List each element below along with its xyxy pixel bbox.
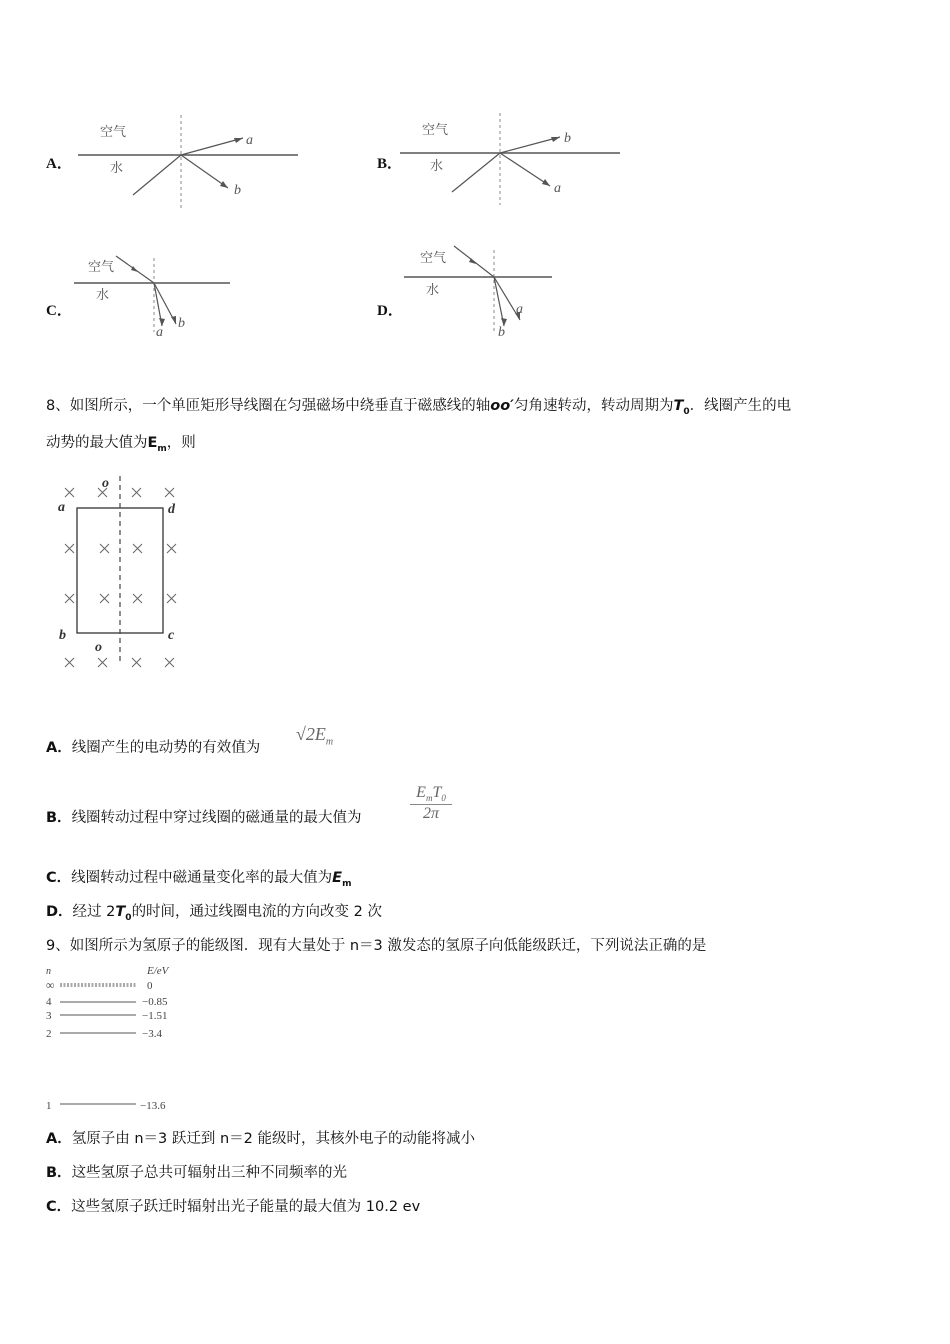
q7d-ray2-label: b bbox=[498, 325, 505, 340]
level-2-e: −3.4 bbox=[142, 1028, 162, 1040]
level-3-n: 3 bbox=[46, 1010, 52, 1022]
q7-option-c-diagram bbox=[74, 250, 234, 340]
corner-c-label: c bbox=[168, 628, 175, 643]
corner-a-label: a bbox=[58, 500, 65, 515]
q7-option-a-diagram bbox=[78, 110, 300, 210]
corner-d-label: d bbox=[168, 502, 175, 517]
q8-option-a-math bbox=[296, 724, 333, 748]
level-4-n: 4 bbox=[46, 996, 52, 1008]
q9-option-b-text: 这些氢原子总共可辐射出三种不同频率的光 bbox=[71, 1165, 348, 1181]
q7-option-b-label: B． bbox=[377, 156, 403, 172]
q7a-ray1-label: a bbox=[246, 133, 253, 148]
axis-o-bottom-label: o bbox=[95, 640, 102, 655]
q7b-ray2-label: a bbox=[554, 181, 561, 196]
q9-option-a bbox=[46, 1129, 475, 1149]
q7b-ray1-label: b bbox=[564, 131, 571, 146]
q7b-water-label: 水 bbox=[430, 159, 444, 174]
q8-option-c-em-sub: m bbox=[342, 878, 352, 889]
sqrt2-em: √2E bbox=[296, 724, 326, 744]
level-e-header: E/eV bbox=[147, 965, 169, 977]
q9-option-b bbox=[46, 1163, 347, 1183]
q9-option-a-label: A． bbox=[46, 1131, 72, 1147]
q7b-air-label: 空气 bbox=[422, 123, 449, 138]
level-inf-n: ∞ bbox=[46, 978, 55, 992]
q7-option-d-diagram bbox=[404, 240, 556, 340]
level-4-e: −0.85 bbox=[142, 996, 168, 1008]
q7-option-d-label: D． bbox=[377, 303, 403, 319]
q7c-water-label: 水 bbox=[96, 288, 110, 303]
level-1-e: −13.6 bbox=[140, 1100, 166, 1112]
q8-option-d bbox=[46, 902, 382, 928]
q9-energy-level-diagram bbox=[44, 962, 194, 1114]
sqrt2-em-sub: m bbox=[325, 736, 334, 748]
q8-option-d-t: T bbox=[115, 904, 126, 920]
axis-o-top-label: o bbox=[102, 476, 109, 491]
q7a-ray2-label: b bbox=[234, 183, 241, 198]
q8-option-b-text: 线圈转动过程中穿过线圈的磁通量的最大值为 bbox=[71, 810, 362, 826]
q8-stem-text-2: 动势的最大值为 bbox=[46, 435, 148, 451]
q7c-ray1-label: a bbox=[156, 325, 163, 340]
q7a-air-label: 空气 bbox=[100, 125, 127, 140]
q8-option-a-label: A． bbox=[46, 740, 72, 756]
q7d-water-label: 水 bbox=[426, 283, 440, 298]
q8-option-b bbox=[46, 808, 362, 828]
q8-stem-text-2b: ，则 bbox=[166, 435, 196, 451]
level-inf-e: 0 bbox=[147, 980, 153, 992]
q9-stem: 9、如图所示为氢原子的能级图．现有大量处于 n＝3 激发态的氢原子向低能级跃迁，下列说法正确的是 bbox=[46, 938, 707, 954]
q7-option-c-label: C． bbox=[46, 303, 72, 319]
q8-option-a-text: 线圈产生的电动势的有效值为 bbox=[71, 740, 261, 756]
q9-option-b-label: B． bbox=[46, 1165, 72, 1181]
q8-option-b-label: B． bbox=[46, 810, 72, 826]
fraction-numerator bbox=[410, 784, 452, 805]
q7-option-a-label: A． bbox=[46, 156, 72, 172]
level-n-header: n bbox=[46, 966, 51, 977]
q7d-air-label: 空气 bbox=[420, 251, 447, 266]
q8-option-c-text: 线圈转动过程中磁通量变化率的最大值为 bbox=[71, 870, 333, 886]
q8-option-c-em: E bbox=[332, 870, 343, 886]
num-e: E bbox=[416, 784, 426, 801]
q8-option-d-pre: 经过 2 bbox=[72, 904, 116, 920]
q7-option-b-diagram bbox=[400, 110, 622, 210]
q9-option-c-text: 这些氢原子跃迁时辐射出光子能量的最大值为 10.2 ev bbox=[71, 1199, 421, 1215]
q8-axis: oo′ bbox=[490, 398, 514, 414]
q8-option-d-t-sub: 0 bbox=[125, 912, 132, 923]
q9-option-c bbox=[46, 1197, 420, 1217]
q8-option-d-label: D． bbox=[46, 904, 73, 920]
fraction-denominator: 2π bbox=[422, 805, 439, 823]
level-2-n: 2 bbox=[46, 1028, 52, 1040]
q8-coil-figure bbox=[55, 473, 190, 673]
q9-option-a-text: 氢原子由 n＝3 跃迁到 n＝2 能级时，其核外电子的动能将减小 bbox=[71, 1131, 475, 1147]
q9-option-c-label: C． bbox=[46, 1199, 72, 1215]
q8-period: T bbox=[673, 398, 684, 414]
num-e-sub: m bbox=[425, 793, 433, 804]
q7a-water-label: 水 bbox=[110, 161, 124, 176]
q8-em-sub: m bbox=[157, 443, 167, 454]
q7c-ray2-label: b bbox=[178, 316, 185, 331]
q8-option-d-post: 的时间，通过线圈电流的方向改变 2 次 bbox=[131, 904, 383, 920]
q8-option-a bbox=[46, 738, 260, 758]
q8-period-sub: 0 bbox=[683, 406, 690, 417]
q8-stem-text-1c: ．线圈产生的电 bbox=[689, 398, 792, 414]
level-3-e: −1.51 bbox=[142, 1010, 168, 1022]
q8-option-c bbox=[46, 868, 351, 894]
q8-em: E bbox=[147, 435, 158, 451]
num-t-sub: 0 bbox=[441, 793, 446, 804]
corner-b-label: b bbox=[59, 628, 66, 643]
q8-stem-text-1b: 匀角速转动，转动周期为 bbox=[513, 398, 674, 414]
q8-option-b-fraction bbox=[410, 784, 452, 823]
q7d-ray1-label: a bbox=[516, 302, 523, 317]
q8-stem-line2 bbox=[46, 433, 196, 459]
q8-option-c-label: C． bbox=[46, 870, 72, 886]
level-1-n: 1 bbox=[46, 1100, 52, 1112]
q8-stem-text-1: 8、如图所示，一个单匝矩形导线圈在匀强磁场中绕垂直于磁感线的轴 bbox=[46, 398, 491, 414]
q8-stem-line1 bbox=[46, 396, 791, 422]
q7c-air-label: 空气 bbox=[88, 260, 115, 275]
num-t: T bbox=[432, 784, 442, 801]
